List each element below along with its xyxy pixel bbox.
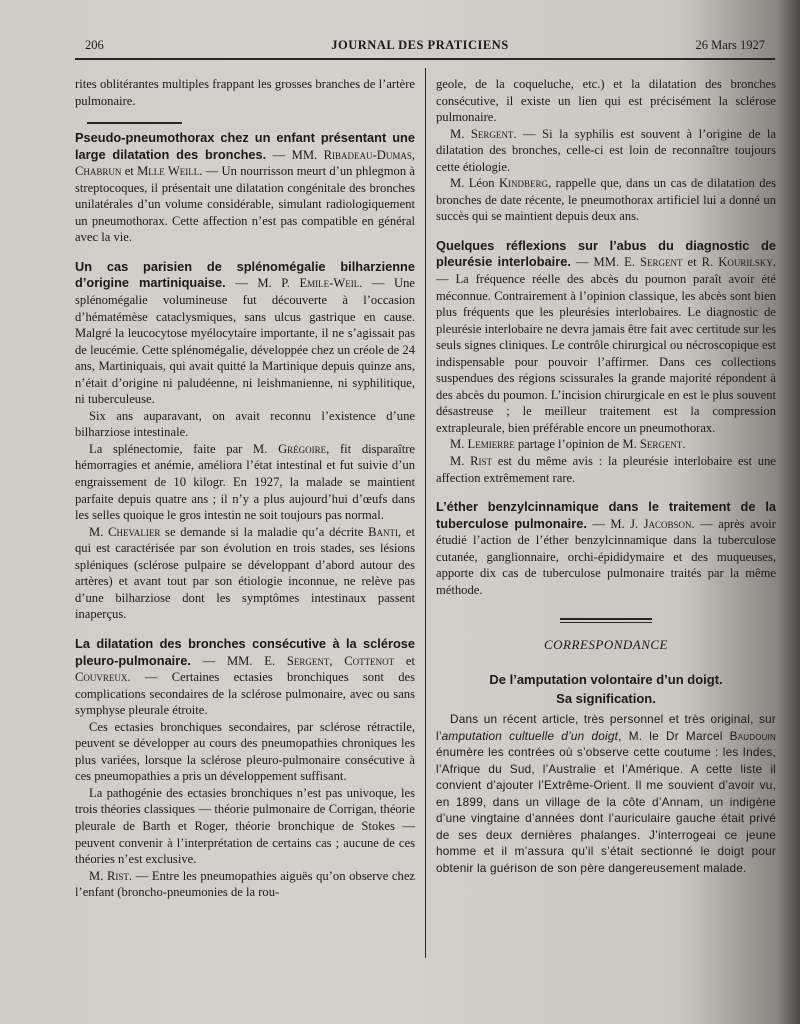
author-name: Banti	[368, 524, 399, 539]
author-name: Baudouin	[729, 728, 776, 743]
author-name: Lemierre	[467, 437, 515, 452]
right-column	[436, 76, 776, 876]
journal-title: JOURNAL DES PRATICIENS	[331, 38, 509, 52]
paragraph: Six ans auparavant, on avait reconnu l’existence d’une bilharziose intestinale.	[75, 408, 415, 440]
author-name: Ribadeau-Dumas, Chabrun	[75, 147, 415, 179]
author-name: Emile-Weil.	[299, 276, 363, 291]
author-name: R. Kourilsky.	[701, 255, 776, 270]
author-name: Sergent.	[470, 126, 517, 141]
cited-article-title: amputation cultuelle d’un doigt	[441, 728, 619, 743]
author-name: Mlle Weill.	[137, 164, 203, 179]
author-name: Jacobson.	[643, 516, 695, 531]
paragraph: M. Rist est du même avis : la pleurésie interlobaire est une affection extrêmement rare.	[436, 454, 776, 485]
paragraph: Dans un récent article, très personnel et très original, sur l’amputation cultuelle d’un doigt, M. le Dr Marcel Baudouin énumère les contrées où s’observe cette coutume : les Indes, l’Afrique du Sud, l’Australie et l’Amérique. A cette liste il convient d’ajouter l’Extrême-Orient. Il me souvient d’avoir vu, en 1899, dans un village de la côte d’Annam, un indigène d’une vingtaine d’années dont l’auriculaire gauche était privé de ses deux dernières phalanges. J’interrogeai ce jeune homme et il m’assura qu’il s’était sectionné le doigt pour obtenir la guérison de son père dangereusement malade.	[436, 712, 776, 875]
author-name: Sergent, Cottenot	[286, 653, 395, 668]
paragraph: M. Rist. — Entre les pneumopathies aiguës qu’on observe chez l’enfant (broncho-pneumonies de la rou-	[75, 868, 415, 900]
correspondance-heading: CORRESPONDANCE	[544, 637, 668, 653]
letter-body	[436, 711, 776, 876]
continuation-text: geole, de la coqueluche, etc.) et la dilatation des bronches consécutive, il existe un lien qui est précisément la sclérose pulmonaire.	[436, 77, 776, 125]
issue-date: 26 Mars 1927	[695, 38, 765, 52]
article-title: L’éther benzylcinnamique dans le traitement de la tuberculose pulmonaire.	[436, 499, 776, 531]
article-title: Pseudo-pneumothorax chez un enfant présentant une large dilatation des bronches.	[75, 130, 415, 162]
author-name: Rist	[470, 454, 493, 469]
paragraph: La splénectomie, faite par M. Grégoire, fit disparaître hémorragies et anémie, améliora l’état intestinal et fut suivie d’un engraissement de 10 kilogr. En 1927, la malade se maintient parfaite depuis quatre ans ; il n’y a plus aujourd’hui d’œufs dans les selles quoique le gros intestin ne soit toujours pas normal.	[75, 441, 415, 523]
article-body: — Certaines ectasies bronchiques sont des complications secondaires de la sclérose pulmonaire, avec ou sans symphyse pleurale étroite.	[75, 670, 415, 718]
column-divider	[425, 68, 426, 958]
running-header	[75, 38, 765, 56]
author-name: Couvreux.	[75, 670, 131, 685]
author-name: Chevalier	[108, 524, 161, 539]
article-body: — après avoir étudié l’action de l’éther benzylcinnamique dans la tuberculose cutanée, ganglionnaire, orchi-épididymaire et des muqueuses, apporte dix cas de tuberculose pulmonaire traités par la même méthode.	[436, 516, 776, 597]
continuation-text: rites oblitérantes multiples frappant les grosses branches de l’artère pulmonaire.	[75, 77, 415, 108]
article-title: Quelques réflexions sur l’abus du diagnostic de pleurésie interlobaire.	[436, 237, 776, 270]
paragraph: M. Lemierre partage l’opinion de M. Sergent.	[450, 437, 686, 452]
article-title: Un cas parisien de splénomégalie bilharzienne d’origine martiniquaise.	[75, 258, 415, 291]
paragraph: M. Chevalier se demande si la maladie qu’a décrite Banti, et qui est caractérisée par son évolution en trois stades, ses lésions spléniques (sclérose pulpaire se développant d’abord autour des artères) et avant tout par son étiologie inconnue, ne relève pas d’une bilharziose dont les symptômes intestinaux passent inaperçus.	[75, 524, 416, 622]
paragraph: M. Sergent. — Si la syphilis est souvent à l’origine de la dilatation des bronches, celle-ci est loin de reconnaître toujours cette étiologie.	[436, 126, 776, 174]
article-pseudo-pneumothorax: Pseudo-pneumothorax chez un enfant présentant une large dilatation des bronches. — MM. Ribadeau-Dumas, Chabrun et Mlle Weill. — Un nourrisson meurt d’un phlegmon à streptocoques, il présentait une dilatation congénitale des bronches unilatérales d’un volume considérable, simulant radiologiquement un pneumothorax. Cette affection n’est pas compatible en général avec la vie.	[75, 130, 415, 245]
author-name: Grégoire	[278, 441, 327, 456]
paragraph: M. Léon Kindberg, rappelle que, dans un cas de dilatation des bronches de date récente, le pneumothorax artificiel lui a donné un succès qui se maintient depuis deux ans.	[436, 176, 776, 224]
letter-subtitle: Sa signification.	[556, 690, 656, 706]
left-column	[75, 76, 415, 901]
article-title: La dilatation des bronches consécutive à la sclérose pleuro-pulmonaire.	[75, 635, 415, 668]
author-name: Rist.	[106, 868, 133, 883]
article-dilatation-bronches: La dilatation des bronches consécutive à la sclérose pleuro-pulmonaire. — MM. E. Sergent, Cottenot et Couvreux. — Certaines ectasies bronchiques sont des complications secondaires de la sclérose pulmonaire, avec ou sans symphyse pleurale étroite.	[75, 635, 415, 718]
author-name: Sergent	[640, 255, 683, 270]
article-body: — Un nourrisson meurt d’un phlegmon à streptocoques, il présentait une dilatation congénitale des bronches unilatérales d’un volume considérable, simulant radiologiquement un pneumothorax. Cette affection n’est pas compatible en général avec la vie.	[75, 164, 415, 245]
letter-title: De l’amputation volontaire d’un doigt.	[489, 671, 723, 687]
author-name: Sergent.	[639, 437, 686, 452]
header-rule	[75, 58, 775, 60]
article-splenomegalie: Un cas parisien de splénomégalie bilharzienne d’origine martiniquaise. — M. P. Emile-Weil. — Une splénomégalie volumineuse fut découverte à l’occasion d’hématémèse cataclysmiques, sans ulcus gastrique en cause. Malgré la leucocytose myélocytaire importante, il ne s’agissait pas de leucémie. Cette splénomégalie, développée chez un créole de 24 ans, Martiniquais, qui avait quitté la Martinique depuis quinze ans, n’était d’origine ni paludéenne, ni leishmanienne, ni syphilitique, ni tuberculeuse.	[75, 258, 415, 407]
author-name: Kindberg	[498, 176, 549, 191]
article-body: — Une splénomégalie volumineuse fut découverte à l’occasion d’hématémèse cataclysmiques, sans ulcus gastrique en cause. Malgré la leucocytose myélocytaire importante, il ne s’agissait pas de leucémie. Cette splénomégalie, développée chez un créole de 24 ans, Martiniquais, qui avait quitté la Martinique depuis quinze ans, n’était d’origine ni paludéenne, ni leishmanienne, ni syphilitique, ni tuberculeuse.	[75, 276, 415, 407]
article-body: — La fréquence réelle des abcès du poumon paraît avoir été méconnue. Contrairement à l’opinion classique, les abcès sont bien plus fréquents que les pleurésies interlobaires. Le diagnostic de pleurésie interlobaire ne devra jamais être fait avec certitude sur les seuls signes cliniques. Le contrôle chirurgical ou nécroscopique est indispensable pour pouvoir l’affirmer. Dans ces collections suspendues des régions scissurales la grande majorité répondent à des abcès du poumon. L’incision chirurgicale en est le plus souvent désastreuse ; le meilleur traitement est la compression extrapleurale, bien préférable encore un pneumothorax.	[436, 272, 776, 435]
article-pleuresie-interlobaire: Quelques réflexions sur l’abus du diagnostic de pleurésie interlobaire. — MM. E. Sergent et R. Kourilsky. — La fréquence réelle des abcès du poumon paraît avoir été méconnue. Contrairement à l’opinion classique, les abcès sont bien plus fréquents que les pleurésies interlobaires. Le diagnostic de pleurésie interlobaire ne devra jamais être fait avec certitude sur les seuls signes cliniques. Le contrôle chirurgical ou nécroscopique est indispensable pour pouvoir l’affirmer. Dans ces collections suspendues des régions scissurales la grande majorité répondent à des abcès du poumon. L’incision chirurgicale en est le plus souvent désastreuse ; le meilleur traitement est la compression extrapleurale, bien préférable encore un pneumothorax.	[436, 237, 776, 435]
page-number: 206	[85, 38, 104, 52]
article-ether-benzylcinnamique: L’éther benzylcinnamique dans le traitement de la tuberculose pulmonaire. — M. J. Jacobson. — après avoir étudié l’action de l’éther benzylcinnamique dans la tuberculose cutanée, ganglionnaire, orchi-épididymaire et des muqueuses, apporte dix cas de tuberculose pulmonaire traités par la même méthode.	[436, 499, 776, 597]
paragraph: La pathogénie des ectasies bronchiques n’est pas univoque, les trois théories classiques — théorie pulmonaire de Corrigan, théorie pleurale de Barth et Roger, théorie bronchique de Stokes — peuvent convenir à l’interprétation de certains cas ; aucune de ces théories n’est exclusive.	[75, 785, 415, 867]
paragraph: Ces ectasies bronchiques secondaires, par sclérose rétractile, peuvent se développer au cours des pneumopathies chroniques les plus variées, lorsque la sclérose pleuro-pulmonaire consécutive à ces pneumopathies a pris un développement suffisant.	[75, 719, 415, 784]
